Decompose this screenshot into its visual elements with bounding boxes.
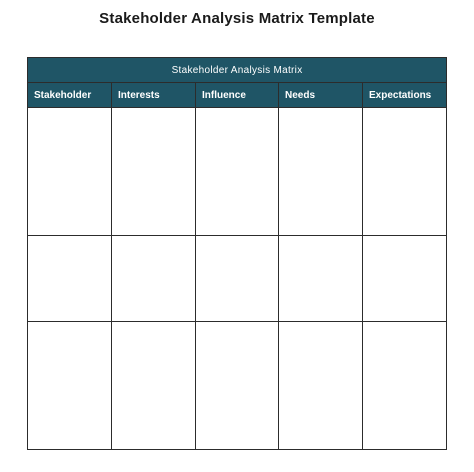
table-cell[interactable] xyxy=(279,322,363,450)
stakeholder-matrix-table xyxy=(27,57,447,450)
table-cell[interactable] xyxy=(28,108,112,236)
table-cell[interactable] xyxy=(363,322,447,450)
column-header-needs: Needs xyxy=(279,83,363,108)
table-cell[interactable] xyxy=(28,236,112,322)
table-cell[interactable] xyxy=(196,236,279,322)
table-cell[interactable] xyxy=(279,236,363,322)
table-cell[interactable] xyxy=(112,108,196,236)
column-header-influence: Influence xyxy=(196,83,279,108)
table-row xyxy=(28,236,447,322)
column-header-interests: Interests xyxy=(112,83,196,108)
table-row xyxy=(28,322,447,450)
table-cell[interactable] xyxy=(196,322,279,450)
table-cell[interactable] xyxy=(196,108,279,236)
table-cell[interactable] xyxy=(363,108,447,236)
matrix-banner: Stakeholder Analysis Matrix xyxy=(28,58,447,83)
table-cell[interactable] xyxy=(112,322,196,450)
table-cell[interactable] xyxy=(112,236,196,322)
table-cell[interactable] xyxy=(279,108,363,236)
table-cell[interactable] xyxy=(28,322,112,450)
page-title: Stakeholder Analysis Matrix Template xyxy=(99,10,375,27)
table-cell[interactable] xyxy=(363,236,447,322)
column-header-expectations: Expectations xyxy=(363,83,447,108)
column-header-stakeholder: Stakeholder xyxy=(28,83,112,108)
table-row xyxy=(28,108,447,236)
